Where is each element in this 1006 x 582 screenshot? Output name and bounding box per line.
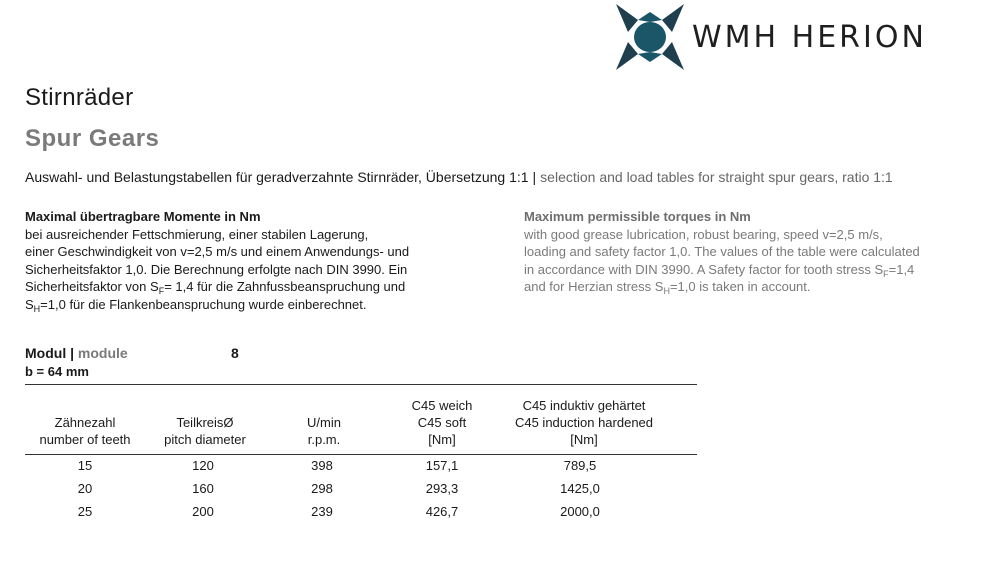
table-cell: 398 [311, 458, 333, 473]
table-cell: 160 [192, 481, 214, 496]
description-german [25, 208, 445, 313]
description-german-line: $S_H=1,0$ für die Flankenbeanspruchung wurde einberechnet. [25, 296, 367, 314]
description-english-line: and for Herzian stress $S_H=1,0$ is taken in account. [524, 279, 811, 296]
description-english-line: loading and safety factor 1,0. The values of the table were calculated [524, 244, 920, 259]
description-german-line: einer Geschwindigkeit von v=2,5 m/s und einem Anwendungs- und [25, 244, 410, 259]
table-header-rule [25, 454, 697, 455]
column-header-rpm: U/min r.p.m. [307, 415, 341, 447]
table-top-rule [25, 384, 697, 385]
table-cell: 298 [311, 481, 333, 496]
description-english-line: in accordance with DIN 3990. A Safety factor for tooth stress $S_F=1,4$ [524, 261, 915, 279]
column-header-teeth: Zähnezahl number of teeth [39, 415, 131, 447]
table-cell: 200 [192, 504, 214, 519]
description-german-line: Sicherheitsfaktor von $S_F= 1,4$ für die Zahnfussbeanspruchung und [25, 279, 406, 296]
module-value: 8 [231, 345, 239, 361]
gear-width: b = 64 mm [25, 364, 89, 379]
module-label-german: Modul [25, 345, 67, 361]
description-english [524, 208, 964, 296]
subtitle [25, 169, 893, 185]
column-header-c45-hardened: C45 induktiv gehärtet C45 induction hardened [Nm] [514, 398, 654, 447]
table-cell: 426,7 [425, 504, 459, 519]
table-cell: 239 [311, 504, 333, 519]
module-label-english: module [77, 345, 128, 361]
table-cell: 120 [192, 458, 214, 473]
table-cell: 15 [77, 458, 93, 473]
subtitle-english: selection and load tables for straight spur gears, ratio 1:1 [540, 169, 893, 185]
table-cell: 2000,0 [560, 504, 600, 519]
logo-wordmark: WMH HERION [692, 20, 927, 55]
subtitle-german: Auswahl- und Belastungstabellen für geradverzahnte Stirnräder, Übersetzung 1:1 [25, 169, 529, 185]
module-separator: | [70, 345, 75, 361]
description-english-line: with good grease lubrication, robust bearing, speed v=2,5 m/s, [524, 226, 883, 242]
table-cell: 1425,0 [560, 481, 600, 496]
description-german-heading: Maximal übertragbare Momente in Nm [25, 209, 261, 224]
table-cell: 293,3 [425, 481, 459, 496]
logo-mark-icon [614, 2, 686, 72]
page-title-german: Stirnräder [25, 84, 134, 111]
description-german-line: bei ausreichender Fettschmierung, einer stabilen Lagerung, [25, 226, 369, 242]
module-label [25, 345, 128, 361]
table-cell: 157,1 [425, 458, 459, 473]
subtitle-separator: | [532, 169, 537, 185]
column-header-pitch-diameter: TeilkreisØ pitch diameter [164, 415, 246, 447]
description-english-heading: Maximum permissible torques in Nm [524, 209, 751, 224]
table-cell: 20 [77, 481, 93, 496]
column-header-c45-soft: C45 weich C45 soft [Nm] [411, 398, 473, 447]
table-cell: 25 [77, 504, 93, 519]
table-cell: 789,5 [563, 458, 597, 473]
page-title-english: Spur Gears [25, 125, 160, 152]
company-logo [614, 2, 974, 72]
description-german-line: Sicherheitsfaktor 1,0. Die Berechnung erfolgte nach DIN 3990. Ein [25, 261, 408, 277]
